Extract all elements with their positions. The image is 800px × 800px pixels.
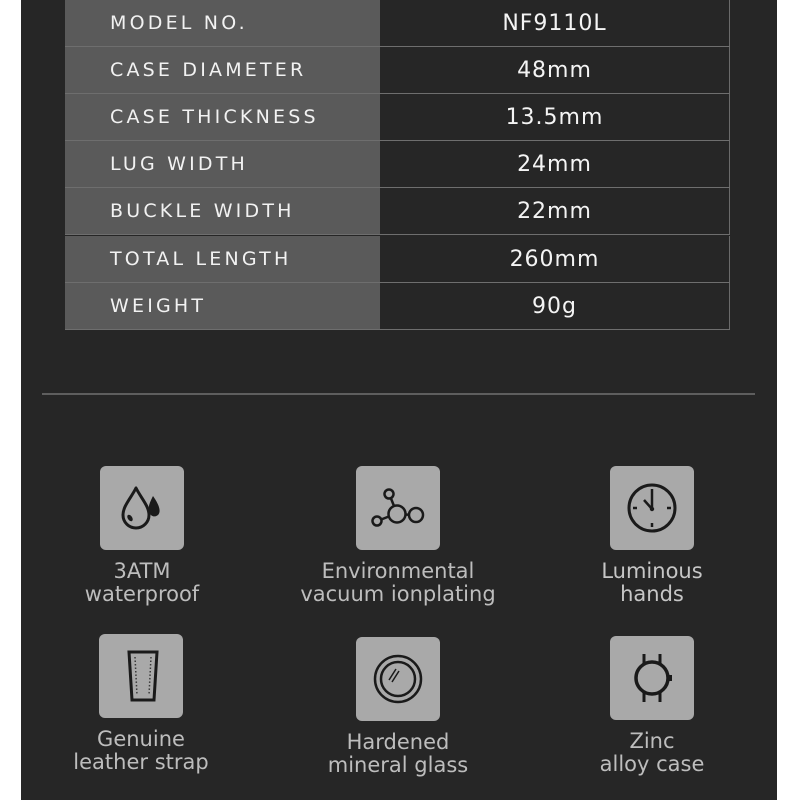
feature-caption-line1: Hardened <box>346 730 450 754</box>
feature-ionplating <box>278 466 518 606</box>
spec-table <box>65 0 730 330</box>
feature-waterproof <box>22 466 262 606</box>
spec-label: LUG WIDTH <box>65 141 380 188</box>
spec-label: BUCKLE WIDTH <box>65 188 380 235</box>
spec-label: TOTAL LENGTH <box>65 236 380 283</box>
feature-caption-line2: alloy case <box>599 752 705 776</box>
feature-caption-line2: leather strap <box>73 750 209 774</box>
feature-caption-line1: Genuine <box>97 727 185 751</box>
feature-caption-line1: Environmental <box>321 559 475 583</box>
feature-caption <box>21 728 261 774</box>
feature-caption-line1: Zinc <box>629 729 675 753</box>
feature-tile <box>356 637 440 721</box>
feature-mineral-glass <box>278 637 518 777</box>
feature-caption-line2: waterproof <box>84 582 200 606</box>
molecule-icon <box>365 478 431 538</box>
spec-label: MODEL NO. <box>65 0 380 47</box>
spec-value: 48mm <box>380 47 730 94</box>
feature-caption <box>532 560 772 606</box>
spec-label: CASE DIAMETER <box>65 47 380 94</box>
feature-leather-strap <box>21 634 261 774</box>
spec-row-case-thickness <box>65 94 730 141</box>
feature-caption-line2: hands <box>620 582 684 606</box>
feature-zinc-alloy-case <box>532 636 772 776</box>
feature-caption-line1: 3ATM <box>113 559 171 583</box>
water-drop-icon <box>112 478 172 538</box>
spec-label: WEIGHT <box>65 283 380 330</box>
section-divider <box>42 393 755 395</box>
watch-case-icon <box>624 648 680 708</box>
feature-caption <box>22 560 262 606</box>
row-divider <box>65 329 730 330</box>
feature-caption <box>278 560 518 606</box>
feature-tile <box>356 466 440 550</box>
feature-tile <box>100 466 184 550</box>
feature-caption-line1: Luminous <box>601 559 703 583</box>
feature-tile <box>610 636 694 720</box>
feature-caption <box>278 731 518 777</box>
feature-luminous-hands <box>532 466 772 606</box>
spec-value: NF9110L <box>380 0 730 47</box>
spec-row-weight <box>65 283 730 330</box>
spec-value: 13.5mm <box>380 94 730 141</box>
spec-row-total-length <box>65 236 730 283</box>
spec-value: 90g <box>380 283 730 330</box>
product-spec-panel <box>21 0 777 800</box>
clock-icon <box>624 480 680 536</box>
feature-caption <box>532 730 772 776</box>
feature-tile <box>99 634 183 718</box>
feature-tile <box>610 466 694 550</box>
spec-row-buckle-width <box>65 188 730 235</box>
spec-value: 22mm <box>380 188 730 235</box>
feature-caption-line2: mineral glass <box>327 753 469 777</box>
spec-row-model <box>65 0 730 47</box>
mineral-glass-icon <box>370 651 426 707</box>
spec-value: 260mm <box>380 236 730 283</box>
spec-label: CASE THICKNESS <box>65 94 380 141</box>
leather-strap-icon <box>121 648 161 704</box>
spec-row-lug-width <box>65 141 730 188</box>
spec-value: 24mm <box>380 141 730 188</box>
spec-row-case-diameter <box>65 47 730 94</box>
row-divider <box>65 234 730 235</box>
feature-caption-line2: vacuum ionplating <box>300 582 496 606</box>
